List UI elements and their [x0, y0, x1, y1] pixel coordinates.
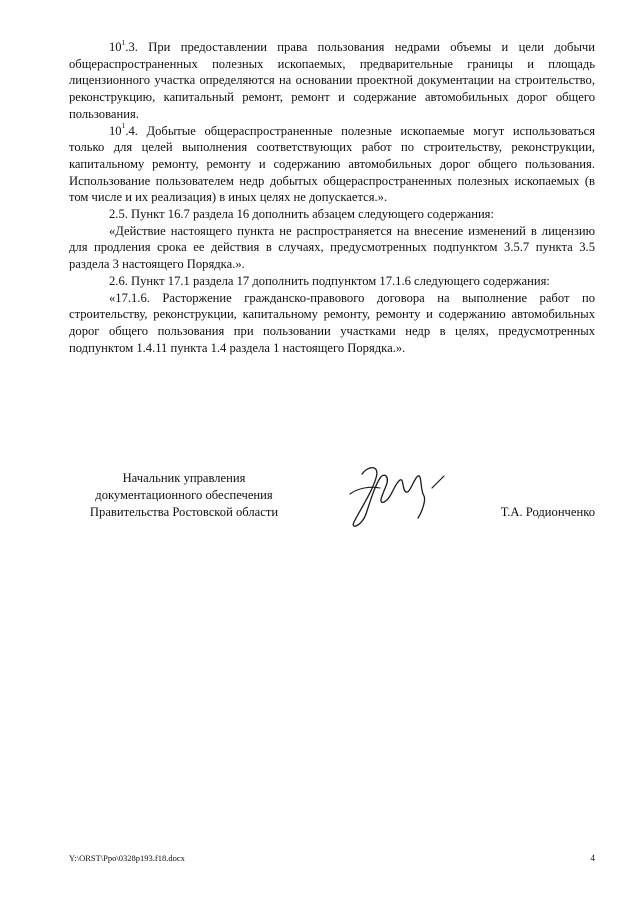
page-number: 4 — [590, 853, 595, 863]
clause-number: 10 — [109, 40, 122, 54]
signatory-title-line: документационного обеспечения — [95, 488, 273, 502]
file-path-footer: Y:\ORST\Ppo\0328p193.f18.docx — [69, 853, 185, 863]
clause-superscript: 1 — [121, 121, 126, 131]
paragraph-10-1-3 — [69, 39, 595, 123]
clause-superscript: 1 — [121, 37, 126, 47]
paragraph-2-6: 2.6. Пункт 17.1 раздела 17 дополнить подпунктом 17.1.6 следующего содержания: — [109, 273, 550, 288]
paragraph-10-1-4 — [69, 123, 595, 207]
handwritten-signature — [340, 456, 460, 532]
paragraph-2-5: 2.5. Пункт 16.7 раздела 16 дополнить абзацем следующего содержания: — [109, 207, 494, 222]
paragraph-2-5-quote: «Действие настоящего пункта не распространяется на внесение изменений в лицензию для продления срока ее действия в случаях, предусмотренных подпунктом 3.5.7 пункта 3.5 раздела 3 настоящего Порядка.». — [69, 223, 595, 272]
document-body — [69, 39, 595, 356]
paragraph-text: .4. Добытые общераспространенные полезные ископаемые могут использоваться только для целей выполнения соответствующих работ по строительству, реконструкции, капитальному ремонту, ремонту и содержанию автомобильных дорог общего пользования. Использование пользователем недр добытых общераспространенных полезных ископаемых (в том числе и их реализация) в иных целях не допускается.». — [69, 123, 595, 205]
signatory-title-line: Правительства Ростовской области — [89, 505, 279, 519]
signatory-name: Т.А. Родионченко — [500, 505, 595, 519]
signatory-title-line: Начальник управления — [122, 471, 246, 485]
paragraph-text: .3. При предоставлении права пользования недрами объемы и цели добычи общераспространенных полезных ископаемых, предварительные границы и площадь лицензионного участка определяются на основании проектной документации на строительство, реконструкцию, капитальный ремонт, ремонт и содержание автомобильных дорог общего пользования. — [69, 40, 595, 121]
signature-block — [0, 470, 640, 550]
clause-number: 10 — [109, 123, 122, 138]
signatory-title — [69, 470, 299, 521]
paragraph-17-1-6: «17.1.6. Расторжение гражданско-правового договора на выполнение работ по строительству, реконструкции, капитальному ремонту, ремонту и содержанию автомобильных дорог общего пользования при пользовании участками недр в целях, предусмотренных подпунктом 1.4.11 пункта 1.4 раздела 1 настоящего Порядка.». — [69, 290, 595, 355]
